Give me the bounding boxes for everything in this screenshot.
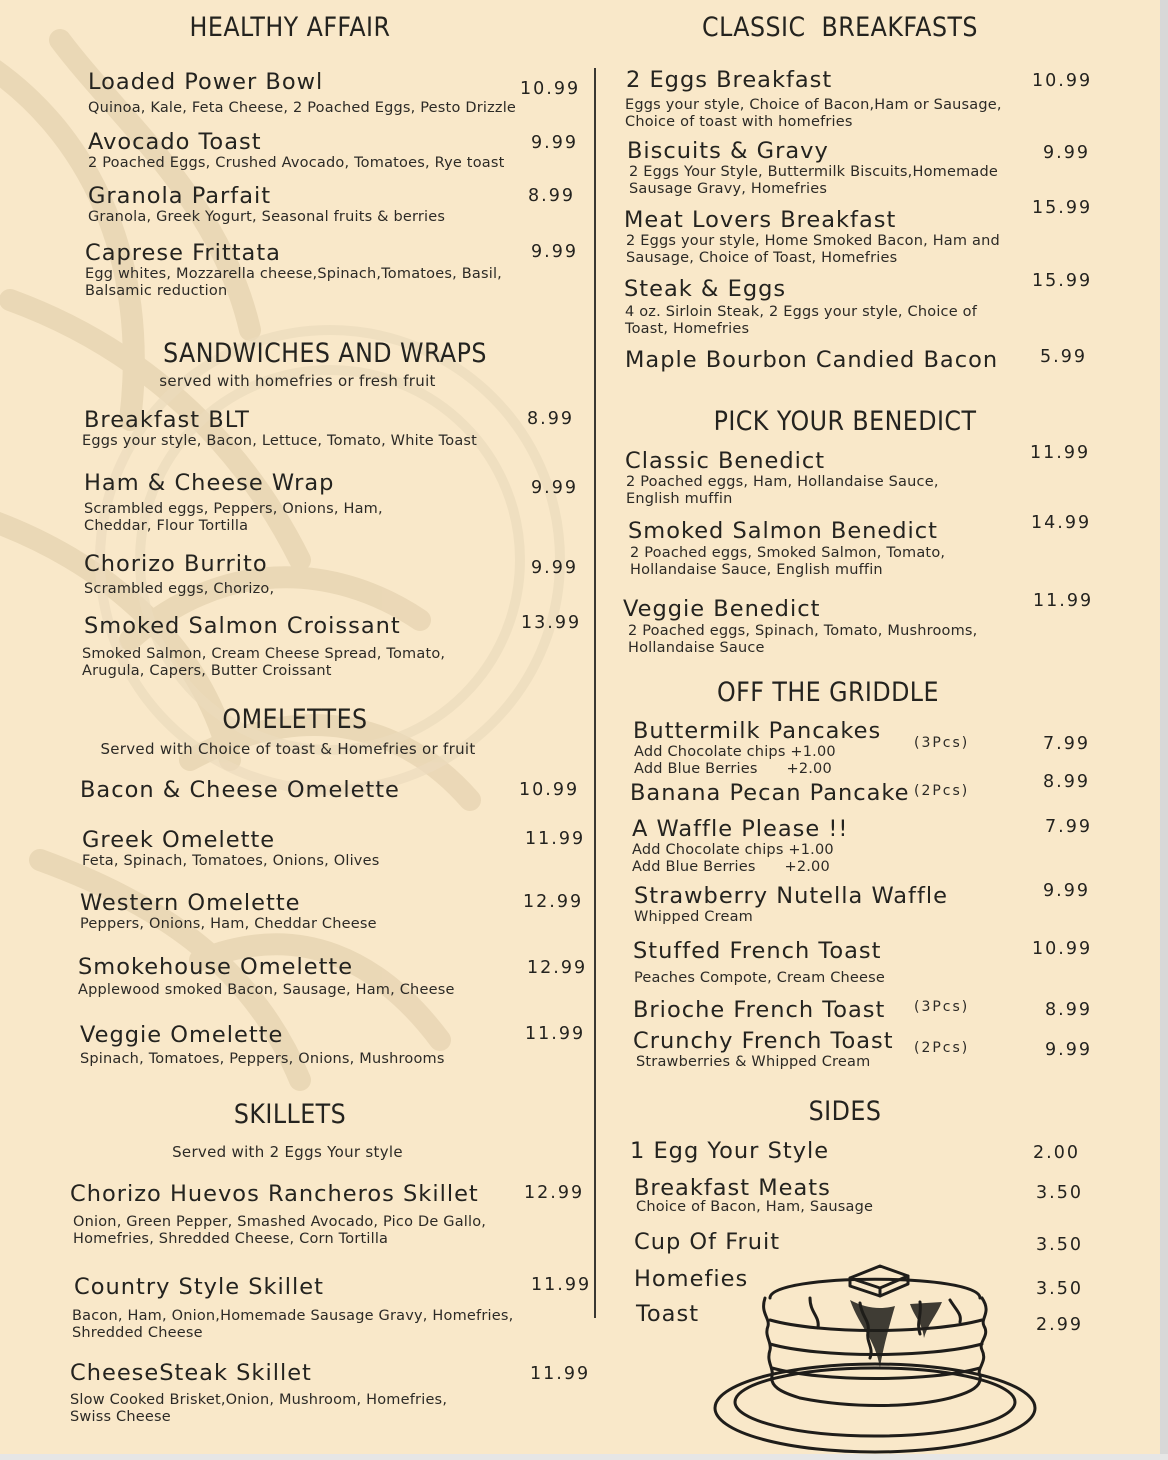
menu-item: [84, 408, 514, 450]
menu-item: [634, 884, 954, 926]
item-name: Banana Pecan Pancake: [630, 780, 910, 806]
item-name: Cup Of Fruit: [634, 1229, 781, 1255]
item-desc: Bacon, Ham, Onion,Homemade Sausage Gravy, Homefries, Shredded Cheese: [72, 1308, 514, 1341]
page-right-border: [1160, 0, 1168, 1460]
menu-item: [634, 1230, 934, 1255]
item-price: 8.99: [1043, 772, 1090, 792]
menu-item: [85, 241, 505, 299]
item-desc: Eggs your style, Bacon, Lettuce, Tomato, White Toast: [82, 433, 478, 449]
item-price: 9.99: [1043, 143, 1090, 163]
item-name: Western Omelette: [80, 890, 301, 916]
item-desc: Slow Cooked Brisket,Onion, Mushroom, Homefries, Swiss Cheese: [70, 1392, 448, 1425]
item-name: Loaded Power Bowl: [88, 69, 324, 95]
item-price: 15.99: [1032, 271, 1093, 291]
menu-item: [633, 998, 913, 1023]
menu-item: [84, 471, 384, 534]
item-desc: 2 Poached eggs, Smoked Salmon, Tomato, Hollandaise Sauce, English muffin: [630, 545, 946, 578]
item-name: Granola Parfait: [88, 183, 272, 209]
item-desc: Egg whites, Mozzarella cheese,Spinach,Tomatoes, Basil, Balsamic reduction: [85, 266, 502, 299]
item-name: Steak & Eggs: [624, 276, 787, 302]
item-price: 8.99: [527, 409, 574, 429]
menu-item: [633, 1029, 913, 1071]
item-price: 3.50: [1036, 1279, 1083, 1299]
menu-item: [80, 1023, 510, 1068]
item-name: Buttermilk Pancakes: [633, 718, 882, 744]
item-desc: Applewood smoked Bacon, Sausage, Ham, Cheese: [78, 982, 455, 998]
item-name: Bacon & Cheese Omelette: [80, 777, 400, 803]
item-price: 10.99: [519, 780, 580, 800]
item-price: 9.99: [531, 133, 578, 153]
item-addon: Add Blue Berries +2.00: [632, 858, 830, 875]
section-subtitle-omelettes: Served with Choice of toast & Homefries or fruit: [100, 740, 476, 758]
item-name: Crunchy French Toast: [633, 1028, 894, 1054]
section-title-omelettes: OMELETTES: [222, 704, 368, 735]
item-portion: (2Pcs): [914, 1040, 970, 1056]
menu-item: [632, 817, 912, 875]
item-name: Biscuits & Gravy: [627, 138, 829, 164]
menu-item: [88, 184, 518, 226]
item-price: 9.99: [531, 478, 578, 498]
menu-item: [630, 1139, 930, 1164]
item-price: 11.99: [525, 829, 586, 849]
item-price: 12.99: [527, 958, 588, 978]
item-name: Caprese Frittata: [85, 240, 281, 266]
item-name: Maple Bourbon Candied Bacon: [625, 347, 999, 373]
item-price: 11.99: [531, 1275, 592, 1295]
item-price: 11.99: [1033, 591, 1094, 611]
item-addon: Add Chocolate chips +1.00: [632, 842, 834, 858]
item-price: 7.99: [1045, 817, 1092, 837]
item-price: 8.99: [528, 186, 575, 206]
item-name: Greek Omelette: [82, 827, 276, 853]
menu-item: [70, 1361, 450, 1425]
item-desc: Smoked Salmon, Cream Cheese Spread, Tomato, Arugula, Capers, Butter Croissant: [82, 646, 446, 679]
menu-item: [630, 781, 910, 806]
menu-item: [624, 208, 1004, 266]
item-portion: (2Pcs): [914, 783, 970, 799]
item-desc: 2 Poached eggs, Ham, Hollandaise Sauce, English muffin: [626, 474, 939, 507]
item-name: Veggie Benedict: [623, 596, 821, 622]
item-addon: Add Chocolate chips +1.00: [634, 744, 836, 760]
item-name: Smokehouse Omelette: [78, 954, 354, 980]
item-price: 11.99: [1030, 443, 1091, 463]
item-price: 7.99: [1043, 734, 1090, 754]
menu-item: [80, 891, 500, 933]
item-price: 15.99: [1032, 198, 1093, 218]
section-title-skillets: SKILLETS: [233, 1099, 347, 1130]
item-name: Meat Lovers Breakfast: [624, 207, 897, 233]
item-price: 12.99: [523, 892, 584, 912]
item-name: Smoked Salmon Benedict: [628, 518, 938, 544]
item-portion: (3Pcs): [914, 735, 970, 751]
pancake-stack-illustration: [710, 1258, 1040, 1458]
item-desc: Choice of Bacon, Ham, Sausage: [636, 1199, 874, 1215]
item-desc: 2 Poached Eggs, Crushed Avocado, Tomatoes, Rye toast: [88, 155, 505, 171]
item-name: A Waffle Please !!: [632, 816, 849, 842]
item-desc: Spinach, Tomatoes, Peppers, Onions, Mushrooms: [80, 1051, 445, 1067]
menu-item: [80, 778, 480, 803]
item-name: Homefies: [634, 1266, 749, 1292]
item-name: Stuffed French Toast: [633, 938, 882, 964]
item-desc: 2 Eggs Your Style, Buttermilk Biscuits,Homemade Sausage Gravy, Homefries: [629, 164, 999, 197]
item-desc: Whipped Cream: [634, 909, 753, 925]
item-name: Chorizo Burrito: [84, 551, 268, 577]
item-name: Brioche French Toast: [633, 997, 886, 1023]
item-desc: 2 Eggs your style, Home Smoked Bacon, Ham and Sausage, Choice of Toast, Homefries: [626, 233, 1000, 266]
item-price: 10.99: [1032, 939, 1093, 959]
item-price: 8.99: [1045, 1000, 1092, 1020]
menu-item: [625, 348, 1005, 373]
item-price: 2.00: [1033, 1143, 1080, 1163]
item-price: 14.99: [1031, 513, 1092, 533]
item-name: Breakfast Meats: [634, 1175, 831, 1201]
item-name: Avocado Toast: [88, 129, 262, 155]
item-price: 9.99: [1043, 881, 1090, 901]
column-divider: [594, 68, 596, 1318]
item-portion: (3Pcs): [914, 999, 970, 1015]
item-desc: Scrambled eggs, Peppers, Onions, Ham, Cheddar, Flour Tortilla: [84, 501, 383, 534]
item-name: Classic Benedict: [625, 448, 826, 474]
menu-item: [82, 828, 502, 870]
item-name: 1 Egg Your Style: [630, 1138, 830, 1164]
item-price: 3.50: [1036, 1183, 1083, 1203]
menu-item: [626, 68, 1006, 130]
item-price: 12.99: [524, 1183, 585, 1203]
item-desc: 4 oz. Sirloin Steak, 2 Eggs your style, Choice of Toast, Homefries: [625, 304, 978, 337]
item-price: 9.99: [531, 558, 578, 578]
section-title-sandwiches: SANDWICHES AND WRAPS: [163, 338, 487, 369]
item-name: Veggie Omelette: [80, 1022, 284, 1048]
section-title-sides: SIDES: [808, 1096, 882, 1127]
item-price: 2.99: [1036, 1315, 1083, 1335]
item-price: 9.99: [1045, 1040, 1092, 1060]
item-name: Toast: [636, 1301, 700, 1327]
menu-item: [84, 552, 514, 598]
menu-item: [84, 614, 509, 679]
item-price: 13.99: [521, 613, 582, 633]
item-name: Chorizo Huevos Rancheros Skillet: [70, 1181, 479, 1207]
item-desc: Quinoa, Kale, Feta Cheese, 2 Poached Eggs, Pesto Drizzle: [88, 100, 517, 116]
item-desc: Strawberries & Whipped Cream: [636, 1054, 871, 1070]
item-name: CheeseSteak Skillet: [70, 1360, 312, 1386]
item-price: 3.50: [1036, 1235, 1083, 1255]
item-name: Ham & Cheese Wrap: [84, 470, 335, 496]
menu-item: [633, 939, 953, 987]
menu-item: [624, 277, 1019, 337]
item-desc: Scrambled eggs, Chorizo,: [84, 581, 275, 597]
item-name: Breakfast BLT: [84, 407, 250, 433]
item-price: 11.99: [530, 1364, 591, 1384]
item-desc: Onion, Green Pepper, Smashed Avocado, Pico De Gallo, Homefries, Shredded Cheese, Corn Tortilla: [73, 1214, 487, 1247]
section-title-benedict: PICK YOUR BENEDICT: [713, 406, 977, 437]
item-name: Country Style Skillet: [74, 1274, 324, 1300]
item-desc: Feta, Spinach, Tomatoes, Onions, Olives: [82, 853, 380, 869]
menu-item: [88, 70, 518, 117]
menu-item: [628, 519, 968, 578]
menu-item: [88, 130, 518, 172]
item-name: 2 Eggs Breakfast: [626, 67, 833, 93]
menu-item: [633, 719, 913, 777]
section-subtitle-sandwiches: served with homefries or fresh fruit: [159, 372, 436, 390]
menu-item: [625, 449, 965, 507]
item-desc: Peaches Compote, Cream Cheese: [634, 970, 886, 986]
menu-item: [634, 1176, 934, 1216]
menu-item: [78, 955, 508, 999]
item-desc: Granola, Greek Yogurt, Seasonal fruits & berries: [88, 209, 446, 225]
menu-item: [70, 1182, 500, 1247]
item-name: Smoked Salmon Croissant: [84, 613, 401, 639]
item-desc: 2 Poached eggs, Spinach, Tomato, Mushrooms, Hollandaise Sauce: [628, 623, 978, 656]
item-desc: Peppers, Onions, Ham, Cheddar Cheese: [80, 916, 377, 932]
item-name: Strawberry Nutella Waffle: [634, 883, 948, 909]
item-price: 11.99: [525, 1024, 586, 1044]
menu-item: [74, 1275, 514, 1341]
section-title-classic: CLASSIC BREAKFASTS: [702, 12, 978, 43]
item-price: 10.99: [1032, 71, 1093, 91]
section-title-healthy: HEALTHY AFFAIR: [189, 12, 391, 43]
item-price: 5.99: [1040, 347, 1087, 367]
item-price: 10.99: [520, 79, 581, 99]
menu-item: [623, 597, 983, 656]
section-subtitle-skillets: Served with 2 Eggs Your style: [172, 1143, 403, 1161]
section-title-griddle: OFF THE GRIDDLE: [717, 677, 939, 708]
item-desc: Eggs your style, Choice of Bacon,Ham or Sausage, Choice of toast with homefries: [625, 97, 1002, 130]
menu-item: [627, 139, 1007, 197]
item-addon: Add Blue Berries +2.00: [634, 760, 832, 777]
item-price: 9.99: [531, 242, 578, 262]
